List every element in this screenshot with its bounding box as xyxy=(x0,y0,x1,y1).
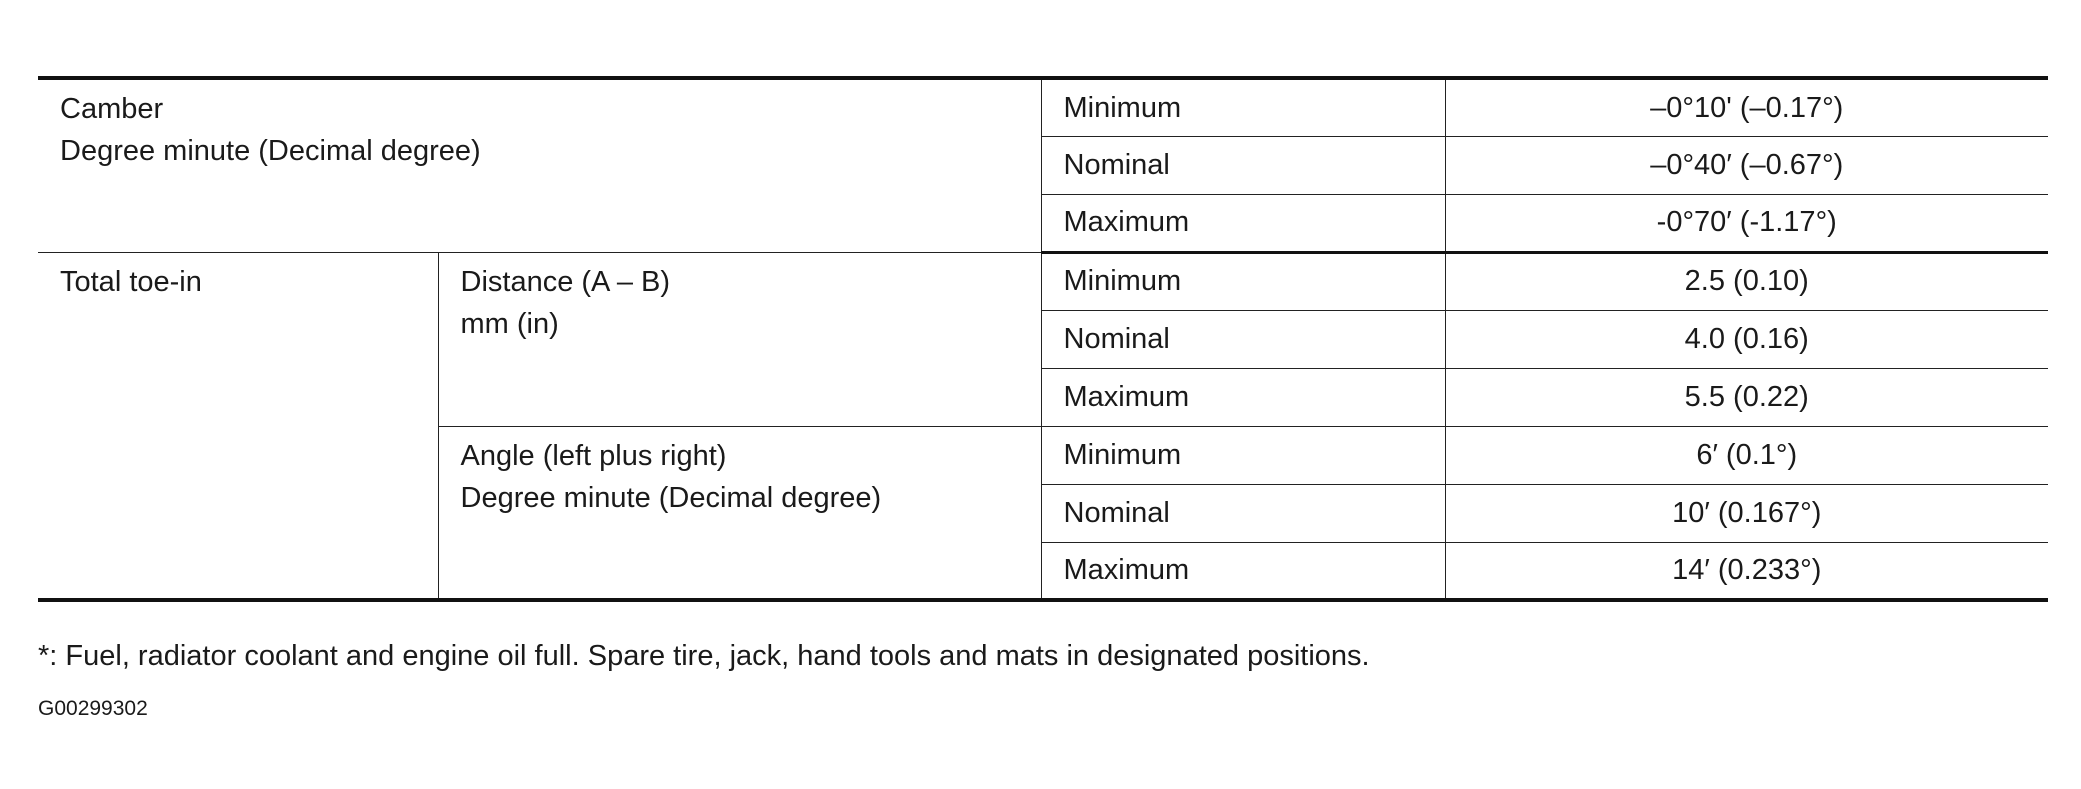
spec-value: –0°40′ (–0.67°) xyxy=(1445,136,2048,194)
alignment-spec-table xyxy=(38,76,2048,602)
distance-label: Distance (A – B) xyxy=(460,265,671,298)
level-label: Nominal xyxy=(1041,484,1445,542)
angle-unit-label: Degree minute (Decimal degree) xyxy=(460,481,882,514)
level-label: Maximum xyxy=(1041,368,1445,426)
level-label: Minimum xyxy=(1041,252,1445,310)
level-label: Nominal xyxy=(1041,310,1445,368)
toe-in-label: Total toe-in xyxy=(60,265,202,298)
footnote: *: Fuel, radiator coolant and engine oil full. Spare tire, jack, hand tools and mats in designated positions. xyxy=(38,640,1370,672)
spec-value: 2.5 (0.10) xyxy=(1445,252,2048,310)
level-label: Minimum xyxy=(1041,78,1445,136)
camber-unit-label: Degree minute (Decimal degree) xyxy=(60,135,481,168)
spec-value: 4.0 (0.16) xyxy=(1445,310,2048,368)
distance-unit-label: mm (in) xyxy=(460,307,559,340)
camber-label: Camber xyxy=(60,93,164,125)
spec-value: 10′ (0.167°) xyxy=(1445,484,2048,542)
distance-label-cell xyxy=(438,252,1041,426)
angle-label-cell xyxy=(438,426,1041,600)
angle-label: Angle (left plus right) xyxy=(460,439,727,472)
level-label: Maximum xyxy=(1041,542,1445,600)
table-row xyxy=(38,252,2048,310)
table-row xyxy=(38,78,2048,136)
camber-label-cell xyxy=(38,78,1041,252)
spec-value: -0°70′ (-1.17°) xyxy=(1445,194,2048,252)
toe-in-label-cell xyxy=(38,252,438,600)
level-label: Minimum xyxy=(1041,426,1445,484)
spec-value: 14′ (0.233°) xyxy=(1445,542,2048,600)
level-label: Maximum xyxy=(1041,194,1445,252)
spec-value: 5.5 (0.22) xyxy=(1445,368,2048,426)
level-label: Nominal xyxy=(1041,136,1445,194)
figure-id: G00299302 xyxy=(38,697,148,720)
spec-value: 6′ (0.1°) xyxy=(1445,426,2048,484)
spec-value: –0°10' (–0.17°) xyxy=(1445,78,2048,136)
